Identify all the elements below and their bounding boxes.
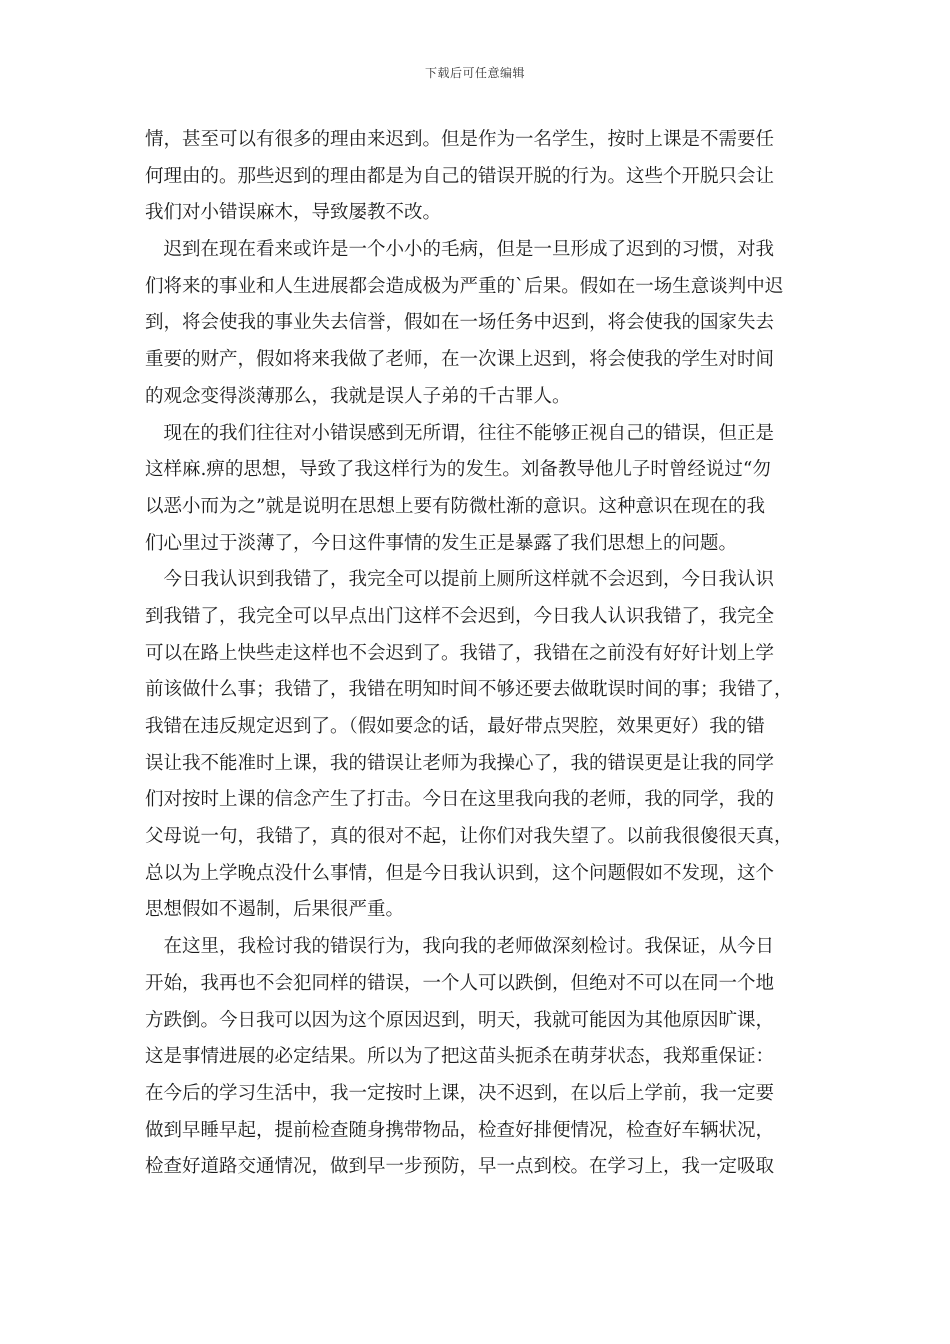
text-line: 可以在路上快些走这样也不会迟到了。我错了，我错在之前没有好好计划上学	[145, 642, 775, 664]
text-line: 在这里，我检讨我的错误行为，我向我的老师做深刻检讨。我保证，从今日	[145, 936, 775, 958]
text-line: 以恶小而为之”就是说明在思想上要有防微杜渐的意识。这种意识在现在的我	[145, 495, 765, 517]
text-line: 做到早睡早起，提前检查随身携带物品，检查好排便情况，检查好车辆状况，	[145, 1119, 775, 1141]
text-line: 迟到在现在看来或许是一个小小的毛病，但是一旦形成了迟到的习惯，对我	[145, 239, 775, 261]
text-line: 们将来的事业和人生进展都会造成极为严重的`后果。假如在一场生意谈判中迟	[145, 275, 784, 297]
page-header: 下载后可任意编辑	[424, 66, 525, 80]
text-line: 父母说一句，我错了，真的很对不起，让你们对我失望了。以前我很傻很天真，	[145, 826, 793, 848]
text-line: 到我错了，我完全可以早点出门这样不会迟到，今日我人认识我错了，我完全	[145, 605, 775, 627]
text-line: 现在的我们往往对小错误感到无所谓，往往不能够正视自己的错误，但正是	[145, 422, 775, 444]
text-line: 检查好道路交通情况，做到早一步预防，早一点到校。在学习上，我一定吸取	[145, 1156, 775, 1178]
text-line: 这样麻.痹的思想，导致了我这样行为的发生。刘备教导他儿子时曾经说过“勿	[145, 459, 771, 481]
text-line: 重要的财产，假如将来我做了老师，在一次课上迟到，将会使我的学生对时间	[145, 349, 775, 371]
text-line: 前该做什么事；我错了，我错在明知时间不够还要去做耽误时间的事；我错了，	[145, 679, 793, 701]
text-line: 们对按时上课的信念产生了打击。今日在这里我向我的老师，我的同学，我的	[145, 789, 775, 811]
text-line: 在今后的学习生活中，我一定按时上课，决不迟到，在以后上学前，我一定要	[145, 1082, 775, 1104]
text-line: 到，将会使我的事业失去信誉，假如在一场任务中迟到，将会使我的国家失去	[145, 312, 775, 334]
text-line: 我错在违反规定迟到了。（假如要念的话，最好带点哭腔，效果更好）我的错	[145, 716, 765, 737]
text-line: 这是事情进展的必定结果。所以为了把这苗头扼杀在萌芽状态，我郑重保证：	[145, 1046, 775, 1068]
text-line: 我们对小错误麻木，导致屡教不改。	[145, 202, 442, 224]
text-line: 的观念变得淡薄那么，我就是误人子弟的千古罪人。	[145, 385, 571, 407]
text-line: 们心里过于淡薄了，今日这件事情的发生正是暴露了我们思想上的问题。	[145, 532, 738, 554]
text-line: 误让我不能准时上课，我的错误让老师为我操心了，我的错误更是让我的同学	[145, 752, 775, 774]
text-line: 思想假如不遏制，后果很严重。	[145, 899, 405, 921]
text-line: 总以为上学晚点没什么事情，但是今日我认识到，这个问题假如不发现，这个	[145, 862, 775, 884]
text-line: 何理由的。那些迟到的理由都是为自己的错误开脱的行为。这些个开脱只会让	[145, 165, 775, 187]
text-line: 今日我认识到我错了，我完全可以提前上厕所这样就不会迟到，今日我认识	[145, 569, 775, 591]
text-line: 开始，我再也不会犯同样的错误，一个人可以跌倒，但绝对不可以在同一个地	[145, 972, 775, 994]
text-line: 情，甚至可以有很多的理由来迟到。但是作为一名学生，按时上课是不需要任	[145, 129, 775, 150]
document-body	[145, 122, 815, 1186]
text-line: 方跌倒。今日我可以因为这个原因迟到，明天，我就可能因为其他原因旷课，	[145, 1009, 775, 1031]
